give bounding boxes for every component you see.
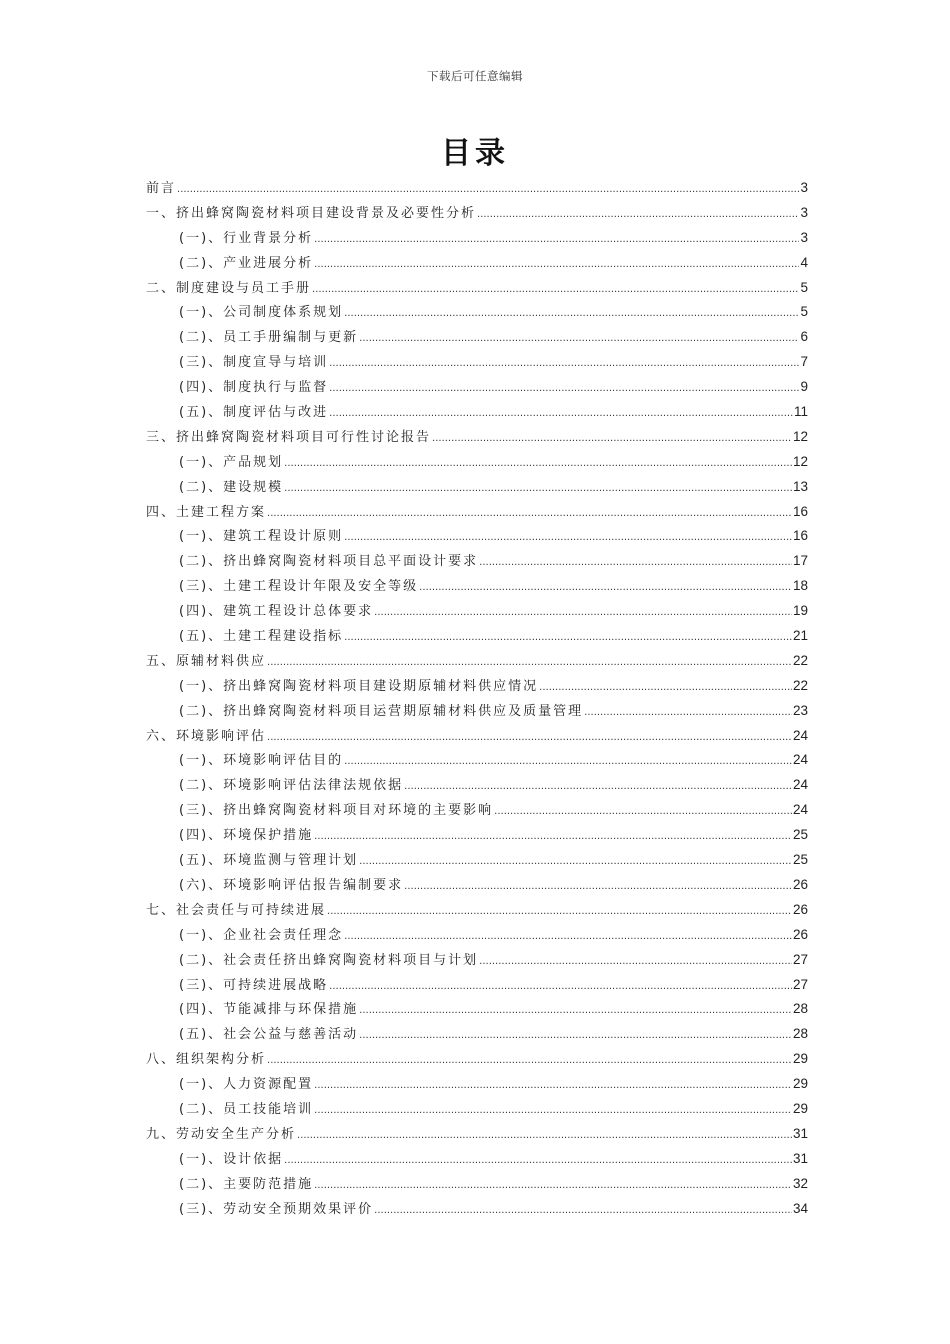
toc-entry[interactable] — [146, 574, 808, 599]
toc-entry-label: 前言 — [146, 181, 177, 196]
toc-entry-page-number: 28 — [792, 1026, 808, 1042]
toc-entry[interactable] — [146, 325, 808, 350]
toc-entry-page-number: 5 — [800, 304, 808, 320]
toc-entry[interactable] — [146, 748, 808, 773]
toc-entry[interactable] — [146, 1172, 808, 1197]
toc-entry-page-number: 32 — [792, 1175, 808, 1191]
toc-entry[interactable] — [146, 948, 808, 973]
toc-entry[interactable] — [146, 1097, 808, 1122]
toc-entry[interactable] — [146, 251, 808, 276]
dot-leader — [267, 1049, 792, 1074]
dot-leader — [312, 278, 799, 303]
toc-entry-page-number: 3 — [800, 180, 808, 195]
toc-entry-page-number: 11 — [793, 404, 808, 420]
toc-entry-label: (四)、建筑工程设计总体要求 — [179, 604, 374, 620]
toc-entry-label: (五)、制度评估与改进 — [179, 405, 329, 421]
toc-entry[interactable] — [146, 524, 808, 549]
toc-entry-label: (一)、人力资源配置 — [179, 1077, 314, 1093]
toc-entry[interactable] — [146, 798, 808, 823]
toc-entry[interactable] — [146, 276, 808, 301]
dot-leader — [314, 1099, 792, 1124]
dot-leader — [314, 228, 799, 253]
dot-leader — [314, 253, 799, 278]
toc-entry-label: 八、组织架构分析 — [146, 1052, 267, 1068]
toc-entry-label: (五)、环境监测与管理计划 — [179, 853, 359, 869]
toc-entry-label: (一)、建筑工程设计原则 — [179, 529, 344, 545]
dot-leader — [359, 850, 792, 875]
dot-leader — [267, 502, 792, 527]
toc-entry-page-number: 17 — [792, 553, 808, 569]
dot-leader — [267, 726, 792, 751]
toc-entry[interactable] — [146, 1197, 808, 1222]
toc-entry[interactable] — [146, 1147, 808, 1172]
toc-entry[interactable] — [146, 699, 808, 724]
dot-leader — [344, 626, 792, 651]
dot-leader — [344, 925, 792, 950]
toc-entry[interactable] — [146, 425, 808, 450]
toc-entry-label: 三、挤出蜂窝陶瓷材料项目可行性讨论报告 — [146, 429, 432, 445]
toc-entry-page-number: 27 — [792, 976, 808, 992]
toc-entry-label: 七、社会责任与可持续进展 — [146, 902, 327, 918]
toc-entry-page-number: 26 — [792, 876, 808, 892]
toc-entry-page-number: 24 — [792, 727, 808, 743]
dot-leader — [419, 576, 792, 601]
dot-leader — [374, 1199, 792, 1224]
toc-entry-page-number: 24 — [792, 777, 808, 793]
dot-leader — [477, 203, 799, 228]
toc-entry[interactable] — [146, 176, 808, 201]
dot-leader — [359, 327, 799, 352]
toc-entry-label: (一)、企业社会责任理念 — [179, 927, 344, 943]
toc-entry-page-number: 13 — [792, 478, 808, 494]
toc-entry-page-number: 12 — [792, 453, 808, 469]
toc-entry[interactable] — [146, 201, 808, 226]
dot-leader — [374, 601, 792, 626]
toc-entry-label: (二)、员工技能培训 — [179, 1101, 314, 1117]
dot-leader — [314, 1174, 792, 1199]
toc-entry[interactable] — [146, 923, 808, 948]
toc-entry-label: (三)、可持续进展战略 — [179, 977, 329, 993]
toc-entry-page-number: 29 — [792, 1100, 808, 1116]
dot-leader — [297, 1124, 792, 1149]
dot-leader — [479, 950, 792, 975]
dot-leader — [344, 750, 792, 775]
dot-leader — [177, 178, 799, 203]
toc-entry-label: (二)、环境影响评估法律法规依据 — [179, 778, 404, 794]
dot-leader — [314, 825, 792, 850]
toc-entry[interactable] — [146, 1022, 808, 1047]
toc-entry-label: (一)、设计依据 — [179, 1151, 284, 1167]
dot-leader — [344, 526, 792, 551]
dot-leader — [432, 427, 792, 452]
toc-entry-page-number: 28 — [792, 1001, 808, 1017]
toc-entry-label: (五)、社会公益与慈善活动 — [179, 1027, 359, 1043]
toc-entry[interactable] — [146, 773, 808, 798]
dot-leader — [267, 651, 792, 676]
toc-entry-label: 九、劳动安全生产分析 — [146, 1126, 297, 1142]
toc-entry-label: 一、挤出蜂窝陶瓷材料项目建设背景及必要性分析 — [146, 205, 477, 221]
dot-leader — [479, 551, 792, 576]
toc-entry[interactable] — [146, 624, 808, 649]
toc-entry-label: (四)、节能减排与环保措施 — [179, 1002, 359, 1018]
toc-entry[interactable] — [146, 973, 808, 998]
toc-entry-label: (三)、劳动安全预期效果评价 — [179, 1201, 374, 1217]
toc-entry[interactable] — [146, 649, 808, 674]
toc-entry-label: (五)、土建工程建设指标 — [179, 629, 344, 645]
toc-entry[interactable] — [146, 549, 808, 574]
toc-entry-label: (六)、环境影响评估报告编制要求 — [179, 877, 404, 893]
dot-leader — [404, 875, 792, 900]
toc-entry-page-number: 19 — [792, 603, 808, 619]
toc-entry[interactable] — [146, 1047, 808, 1072]
toc-entry[interactable] — [146, 823, 808, 848]
toc-entry-page-number: 24 — [792, 802, 808, 818]
toc-entry[interactable] — [146, 848, 808, 873]
toc-entry-label: (二)、产业进展分析 — [179, 255, 314, 271]
dot-leader — [539, 676, 792, 701]
header-note: 下载后可任意编辑 — [427, 69, 523, 83]
toc-entry-label: (二)、建设规模 — [179, 479, 284, 495]
toc-entry-label: 二、制度建设与员工手册 — [146, 280, 312, 296]
toc-entry-label: (四)、制度执行与监督 — [179, 380, 329, 396]
toc-entry-page-number: 25 — [792, 827, 808, 843]
toc-entry-label: (二)、挤出蜂窝陶瓷材料项目运营期原辅材料供应及质量管理 — [179, 703, 584, 719]
dot-leader — [329, 352, 799, 377]
dot-leader — [359, 1024, 792, 1049]
toc-entry-page-number: 31 — [792, 1125, 808, 1141]
toc-entry[interactable] — [146, 300, 808, 325]
table-of-contents — [146, 176, 808, 1221]
toc-entry[interactable] — [146, 724, 808, 749]
toc-entry-label: (三)、制度宣导与培训 — [179, 355, 329, 371]
toc-entry-page-number: 3 — [800, 204, 808, 220]
dot-leader — [494, 800, 792, 825]
toc-entry-page-number: 21 — [792, 628, 808, 644]
toc-entry-page-number: 5 — [800, 279, 808, 295]
toc-entry-label: 四、土建工程方案 — [146, 504, 267, 520]
toc-entry-label: 六、环境影响评估 — [146, 728, 267, 744]
toc-entry-label: (三)、土建工程设计年限及安全等级 — [179, 579, 419, 595]
dot-leader — [344, 302, 799, 327]
dot-leader — [584, 701, 792, 726]
toc-entry-page-number: 29 — [792, 1051, 808, 1067]
dot-leader — [314, 1074, 792, 1099]
toc-entry-page-number: 29 — [792, 1076, 808, 1092]
toc-entry-page-number: 34 — [792, 1200, 808, 1216]
toc-entry-page-number: 31 — [792, 1150, 808, 1166]
dot-leader — [404, 775, 792, 800]
toc-entry-page-number: 3 — [800, 229, 808, 245]
dot-leader — [359, 999, 792, 1024]
dot-leader — [284, 452, 792, 477]
toc-entry-page-number: 16 — [792, 528, 808, 544]
toc-entry-page-number: 26 — [792, 901, 808, 917]
toc-entry-page-number: 22 — [792, 652, 808, 668]
toc-entry-page-number: 23 — [792, 702, 808, 718]
toc-entry-label: (二)、社会责任挤出蜂窝陶瓷材料项目与计划 — [179, 952, 479, 968]
toc-entry[interactable] — [146, 400, 808, 425]
toc-entry[interactable] — [146, 674, 808, 699]
toc-entry-page-number: 6 — [800, 329, 808, 345]
toc-entry-label: (一)、挤出蜂窝陶瓷材料项目建设期原辅材料供应情况 — [179, 678, 539, 694]
toc-entry-label: 五、原辅材料供应 — [146, 653, 267, 669]
toc-entry[interactable] — [146, 997, 808, 1022]
toc-entry-page-number: 22 — [792, 677, 808, 693]
dot-leader — [284, 1149, 792, 1174]
page-title: 目录 — [441, 136, 509, 171]
toc-entry[interactable] — [146, 599, 808, 624]
toc-entry[interactable] — [146, 500, 808, 525]
toc-entry-label: (一)、产品规划 — [179, 454, 284, 470]
toc-entry-page-number: 24 — [792, 752, 808, 768]
toc-entry-label: (二)、主要防范措施 — [179, 1176, 314, 1192]
toc-entry[interactable] — [146, 898, 808, 923]
toc-entry-page-number: 18 — [792, 578, 808, 594]
toc-entry[interactable] — [146, 350, 808, 375]
toc-entry-label: (三)、挤出蜂窝陶瓷材料项目对环境的主要影响 — [179, 803, 494, 819]
toc-entry[interactable] — [146, 1072, 808, 1097]
toc-entry-page-number: 7 — [800, 354, 808, 370]
toc-entry-page-number: 12 — [792, 428, 808, 444]
toc-entry-page-number: 27 — [792, 951, 808, 967]
dot-leader — [284, 477, 792, 502]
toc-entry[interactable] — [146, 1122, 808, 1147]
dot-leader — [329, 975, 792, 1000]
toc-entry-page-number: 9 — [800, 379, 808, 395]
toc-entry-page-number: 26 — [792, 926, 808, 942]
toc-entry[interactable] — [146, 475, 808, 500]
toc-entry-label: (一)、行业背景分析 — [179, 230, 314, 246]
toc-entry[interactable] — [146, 450, 808, 475]
toc-entry-label: (二)、挤出蜂窝陶瓷材料项目总平面设计要求 — [179, 554, 479, 570]
toc-entry[interactable] — [146, 375, 808, 400]
dot-leader — [327, 900, 792, 925]
toc-entry-label: (二)、员工手册编制与更新 — [179, 330, 359, 346]
toc-entry-page-number: 25 — [792, 852, 808, 868]
dot-leader — [329, 377, 799, 402]
toc-entry-label: (一)、公司制度体系规划 — [179, 305, 344, 321]
toc-entry[interactable] — [146, 873, 808, 898]
toc-entry-label: (一)、环境影响评估目的 — [179, 753, 344, 769]
toc-entry-label: (四)、环境保护措施 — [179, 828, 314, 844]
toc-entry-page-number: 4 — [800, 254, 808, 270]
toc-entry-page-number: 16 — [792, 503, 808, 519]
toc-entry[interactable] — [146, 226, 808, 251]
dot-leader — [329, 402, 793, 427]
